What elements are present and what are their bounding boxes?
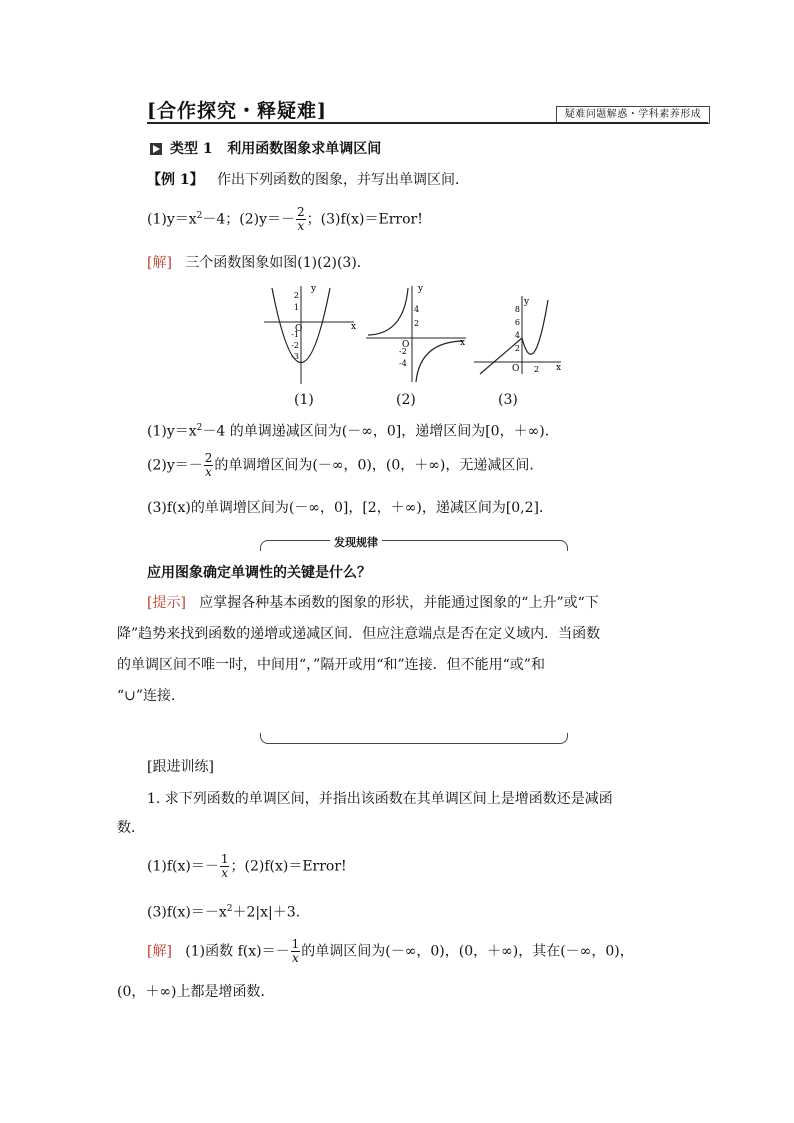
fraction [204,452,214,479]
training-func-1-pre: (1)f(x)＝－ [147,858,219,875]
example-text: 作出下列函数的图象，并写出单调区间． [216,172,469,188]
graph-1-tick-y: 1 [293,303,299,312]
caption-2: (2) [396,392,416,408]
rule-panel-top-border [260,540,568,551]
fraction [296,206,306,233]
superscript: 2 [226,904,233,914]
training-func-3-pre: (3)f(x)＝－x [147,904,227,921]
fraction-numerator: 2 [297,205,305,220]
training-func-3-post: ＋2|x|＋3. [232,904,301,921]
solution-line [147,253,371,273]
type-label: 类型 1 [170,141,213,157]
type-heading [170,139,381,159]
header-divider [147,122,708,124]
superscript: 2 [196,211,203,221]
answer-1-post: －4 的单调递减区间为(－∞，0]，递增区间为[0，＋∞)． [202,423,559,440]
graph-2-tick-y: -2 [399,347,407,356]
training-q1-line-1: 1. 求下列函数的单调区间，并指出该函数在其单调区间上是增函数还是减函 [147,791,613,807]
fraction-numerator: 1 [291,937,300,951]
training-q1-functions [147,853,347,880]
graph-3-xlabel: x [556,363,562,373]
graph-1-tick-y: -1 [291,330,299,339]
training-solution-line-2: (0，＋∞)上都是增函数． [117,984,275,1000]
section-badge: 疑难问题解惑・学科素养形成 [556,106,710,124]
graph-1-xlabel: x [351,322,357,332]
graph-2-tick-y: -4 [399,359,407,368]
graph-3-tick-y: 4 [514,331,520,340]
training-solution-line-1 [147,938,634,965]
example-tag: 【例 1】 [147,172,204,188]
graph-1-ylabel: y [311,284,317,294]
hint-line-2: 降”趋势来找到函数的递增或递减区间．但应注意端点是否在定义域内．当函数 [117,626,601,642]
graph-3-ylabel: y [524,297,530,307]
func-3: ；(3)f(x)＝Error! [306,211,423,228]
example-1-prompt [147,170,469,190]
type-title: 利用函数图象求单调区间 [227,141,382,157]
answer-2-post: 的单调增区间为(－∞，0)，(0，＋∞)，无递减区间． [214,457,544,474]
graph-1-tick-y: -3 [291,352,299,361]
fraction-numerator: 2 [204,451,213,465]
graph-2-ylabel: y [418,284,424,294]
rule-panel-bottom-border [260,733,568,744]
training-tag: [跟进训练] [147,759,214,775]
graph-3-tick-y: 2 [514,344,520,353]
graph-3-tick-x: 2 [534,365,540,374]
graph-1-tick-y: 2 [293,291,299,300]
training-func-2: ；(2)f(x)＝Error! [230,858,347,875]
training-q1-line-2: 数． [117,820,145,836]
graph-2 [366,284,466,382]
answer-3: (3)f(x)的单调增区间为(－∞，0]，[2，＋∞)，递减区间为[0,2]． [147,500,554,516]
function-graphs [258,282,576,390]
func-2-pre: －4；(2)y＝－ [202,211,296,228]
example-1-functions [147,206,423,233]
caption-3: (3) [498,392,518,408]
solution-text: 三个函数图象如图(1)(2)(3)． [185,255,371,271]
hint-line-3: 的单调区间不唯一时，中间用“，”隔开或用“和”连接．但不能用“或”和 [117,657,545,673]
graph-2-origin: O [402,340,410,350]
hint-tag: [提示] [147,595,186,611]
hint-line-1 [147,593,599,613]
training-solution-pre: (1)函数 f(x)＝－ [185,943,290,960]
training-func-3 [147,899,300,923]
hint-line-4: “∪”连接． [117,688,186,704]
graph-1 [264,284,356,384]
graph-3-tick-y: 8 [514,305,520,314]
graph-2-tick-y: 4 [414,305,420,314]
graph-1-tick-y: -2 [291,341,299,350]
graph-2-tick-y: 2 [414,319,420,328]
play-triangle-icon [150,143,162,155]
rule-question: 应用图象确定单调性的关键是什么？ [147,565,371,581]
caption-1: (1) [294,392,314,408]
graph-2-xlabel: x [460,338,466,348]
fraction [220,853,230,880]
graph-3-origin: O [512,364,520,374]
answer-2-pre: (2)y＝－ [147,457,203,474]
fraction-denominator: x [205,465,212,479]
superscript: 2 [196,423,203,433]
graph-3 [474,296,561,374]
rule-panel-label: 发现规律 [330,534,382,550]
solution-tag: [解] [147,255,172,271]
fraction-numerator: 1 [220,852,229,866]
training-solution-post: 的单调区间为(－∞，0)，(0，＋∞)，其在(－∞，0)， [301,943,634,960]
hint-text: 应掌握各种基本函数的图象的形状，并能通过图象的“上升”或“下 [199,595,599,611]
answer-1 [147,418,559,442]
answer-2 [147,452,543,479]
fraction-denominator: x [221,866,229,880]
training-solution-tag: [解] [147,943,172,960]
fraction [291,938,301,965]
fraction-denominator: x [292,951,299,965]
section-title: [合作探究・释疑难] [147,100,327,122]
graph-3-tick-y: 6 [514,318,520,327]
func-1: (1)y＝x [147,211,197,228]
graph-1-origin: O [295,324,303,334]
fraction-denominator: x [297,219,305,234]
answer-1-pre: (1)y＝x [147,423,197,440]
